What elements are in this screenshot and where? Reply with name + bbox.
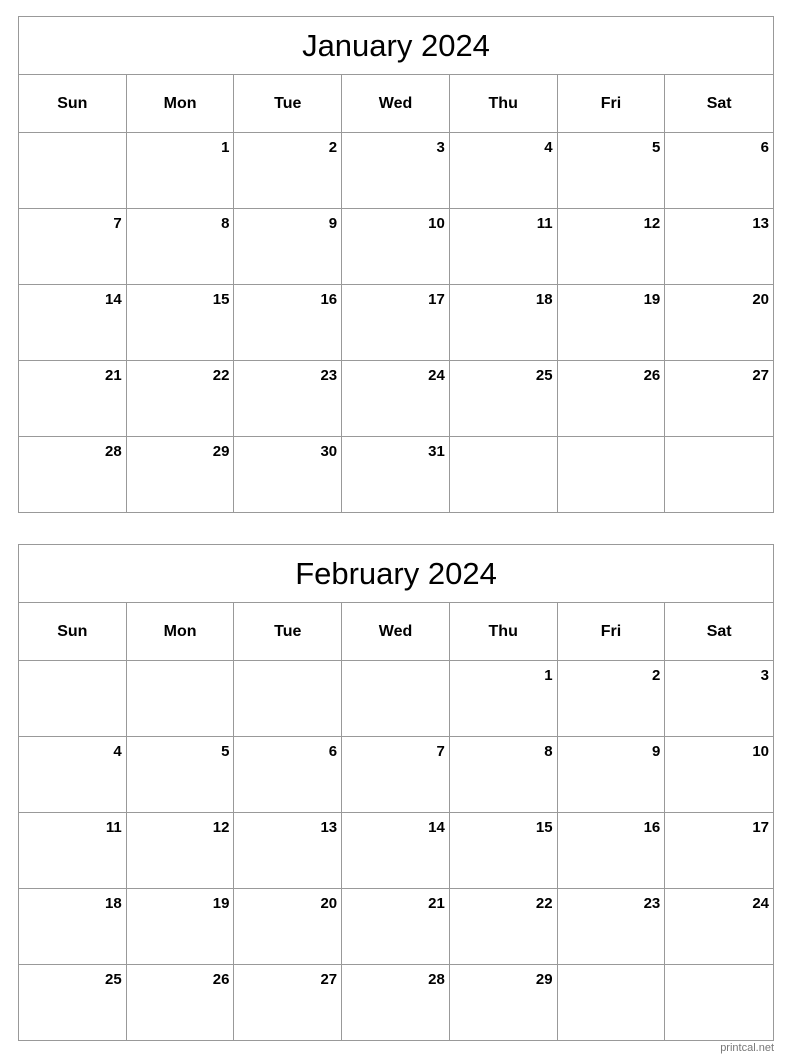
day-number: 29	[212, 443, 230, 460]
day-number: 26	[212, 971, 230, 988]
weekday-header: Thu	[450, 603, 558, 661]
day-cell	[558, 361, 666, 437]
day-cell	[19, 361, 127, 437]
weekday-header: Fri	[558, 75, 666, 133]
day-number: 14	[105, 291, 122, 308]
day-cell	[127, 965, 235, 1041]
day-cell	[127, 285, 235, 361]
day-cell	[450, 133, 558, 209]
day-number: 19	[212, 895, 230, 912]
weekday-header: Tue	[234, 603, 342, 661]
day-number: 17	[752, 819, 769, 836]
day-cell	[342, 813, 450, 889]
weekday-header: Wed	[342, 603, 450, 661]
day-cell	[127, 813, 235, 889]
day-cell	[234, 813, 342, 889]
day-cell	[234, 361, 342, 437]
day-number: 16	[320, 291, 338, 308]
day-cell	[19, 661, 127, 737]
day-number: 24	[428, 367, 445, 384]
day-number: 11	[105, 819, 122, 836]
day-cell	[234, 133, 342, 209]
day-cell	[19, 965, 127, 1041]
day-cell	[234, 737, 342, 813]
day-number: 20	[320, 895, 338, 912]
calendar-grid	[19, 603, 773, 1041]
month-title: February 2024	[19, 545, 773, 603]
day-number: 13	[752, 215, 769, 232]
day-number: 22	[212, 367, 230, 384]
day-cell	[665, 133, 773, 209]
day-cell	[19, 437, 127, 513]
day-number: 21	[105, 367, 122, 384]
day-number: 11	[536, 215, 553, 232]
day-cell	[450, 889, 558, 965]
day-number: 8	[221, 215, 230, 232]
day-number: 25	[535, 367, 553, 384]
day-cell	[665, 889, 773, 965]
day-number: 21	[428, 895, 445, 912]
day-cell	[234, 209, 342, 285]
day-number: 5	[651, 139, 661, 156]
day-number: 19	[643, 291, 661, 308]
day-number: 23	[643, 895, 661, 912]
day-number: 18	[535, 291, 553, 308]
day-number: 13	[320, 819, 338, 836]
calendar-grid	[19, 75, 773, 513]
day-number: 28	[105, 443, 122, 460]
month-title: January 2024	[19, 17, 773, 75]
day-cell	[342, 209, 450, 285]
day-cell	[127, 209, 235, 285]
day-cell	[342, 437, 450, 513]
day-number: 17	[428, 291, 445, 308]
weekday-header: Sat	[665, 75, 773, 133]
day-cell	[450, 285, 558, 361]
day-cell	[558, 285, 666, 361]
day-number: 27	[320, 971, 338, 988]
day-cell	[665, 209, 773, 285]
weekday-header: Sat	[665, 603, 773, 661]
day-cell	[665, 285, 773, 361]
day-cell	[450, 965, 558, 1041]
day-cell	[234, 965, 342, 1041]
weekday-header: Sun	[19, 603, 127, 661]
day-number: 6	[760, 139, 769, 156]
day-number: 10	[428, 215, 445, 232]
day-number: 4	[113, 743, 122, 760]
day-number: 15	[212, 291, 230, 308]
day-number: 25	[105, 971, 122, 988]
day-number: 3	[760, 667, 769, 684]
day-number: 29	[535, 971, 553, 988]
day-cell	[234, 661, 342, 737]
day-cell	[234, 285, 342, 361]
day-number: 6	[328, 743, 338, 760]
day-cell	[450, 661, 558, 737]
day-cell	[19, 813, 127, 889]
day-cell	[127, 661, 235, 737]
day-cell	[450, 737, 558, 813]
weekday-header: Sun	[19, 75, 127, 133]
day-number: 9	[328, 215, 338, 232]
day-number: 7	[436, 743, 445, 760]
day-cell	[665, 965, 773, 1041]
day-number: 8	[544, 743, 553, 760]
weekday-header: Mon	[127, 603, 235, 661]
day-cell	[342, 361, 450, 437]
day-cell	[558, 965, 666, 1041]
day-number: 31	[428, 443, 445, 460]
weekday-header: Fri	[558, 603, 666, 661]
day-number: 28	[428, 971, 445, 988]
day-cell	[558, 889, 666, 965]
day-number: 23	[320, 367, 338, 384]
day-cell	[665, 661, 773, 737]
day-number: 18	[105, 895, 122, 912]
day-number: 16	[643, 819, 661, 836]
day-number: 22	[535, 895, 553, 912]
day-number: 1	[544, 667, 553, 684]
day-number: 14	[428, 819, 445, 836]
day-number: 4	[544, 139, 553, 156]
day-cell	[127, 889, 235, 965]
day-cell	[558, 813, 666, 889]
weekday-header: Thu	[450, 75, 558, 133]
day-number: 1	[221, 139, 230, 156]
weekday-header: Mon	[127, 75, 235, 133]
calendar-february	[18, 544, 774, 1041]
day-cell	[558, 437, 666, 513]
site-credit[interactable]: printcal.net	[720, 1042, 774, 1054]
day-number: 9	[651, 743, 661, 760]
day-cell	[342, 889, 450, 965]
weekday-header: Tue	[234, 75, 342, 133]
day-cell	[19, 889, 127, 965]
day-cell	[19, 737, 127, 813]
day-cell	[19, 133, 127, 209]
day-cell	[558, 737, 666, 813]
day-cell	[127, 737, 235, 813]
day-cell	[450, 209, 558, 285]
day-cell	[342, 661, 450, 737]
day-number: 5	[221, 743, 230, 760]
day-number: 12	[212, 819, 230, 836]
day-cell	[665, 737, 773, 813]
day-cell	[127, 133, 235, 209]
day-cell	[558, 133, 666, 209]
day-number: 10	[752, 743, 769, 760]
day-number: 2	[651, 667, 661, 684]
day-cell	[234, 889, 342, 965]
day-cell	[558, 661, 666, 737]
day-cell	[127, 361, 235, 437]
day-cell	[558, 209, 666, 285]
day-number: 15	[535, 819, 553, 836]
day-cell	[342, 133, 450, 209]
day-cell	[450, 813, 558, 889]
day-number: 7	[113, 215, 122, 232]
day-cell	[342, 965, 450, 1041]
day-cell	[19, 285, 127, 361]
day-cell	[127, 437, 235, 513]
day-cell	[342, 285, 450, 361]
day-number: 26	[643, 367, 661, 384]
day-number: 12	[643, 215, 661, 232]
day-cell	[342, 737, 450, 813]
weekday-header: Wed	[342, 75, 450, 133]
day-number: 24	[752, 895, 769, 912]
calendar-january	[18, 16, 774, 513]
day-cell	[665, 813, 773, 889]
day-cell	[234, 437, 342, 513]
day-cell	[19, 209, 127, 285]
day-number: 30	[320, 443, 338, 460]
day-cell	[665, 437, 773, 513]
day-number: 27	[752, 367, 769, 384]
day-cell	[665, 361, 773, 437]
day-number: 20	[752, 291, 769, 308]
day-number: 3	[436, 139, 445, 156]
day-cell	[450, 437, 558, 513]
day-cell	[450, 361, 558, 437]
day-number: 2	[328, 139, 338, 156]
